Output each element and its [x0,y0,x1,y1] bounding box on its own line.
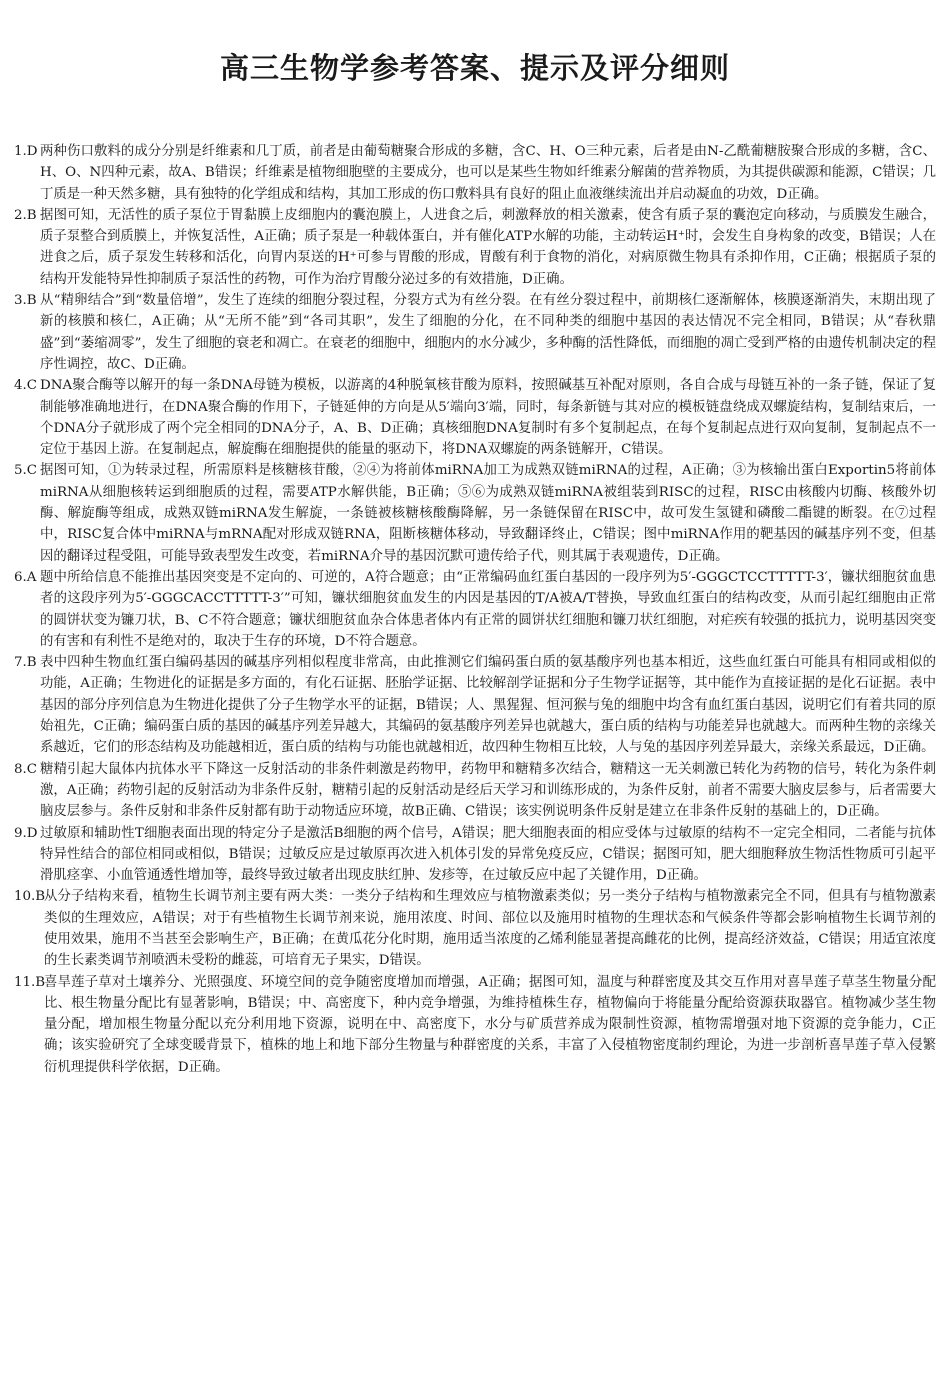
answer-explanation: 糖精引起大鼠体内抗体水平下降这一反射活动的非条件刺激是药物甲，药物甲和糖精多次结合，糖精这一无关刺激已转化为药物的信号，转化为条件刺激，A正确；药物引起的反射活动为非条件反射，糖精引起的反射活动是经后天学习和训练形成的，为条件反射，前者不需要大脑皮层参与，后者需要大脑皮层参与。条件反射和非条件反射都有助于动物适应环境，故B正确、C错误；该实例说明条件反射是建立在非条件反射的基础上的，D正确。 [40,761,936,820]
answer-item [14,567,936,652]
answer-number: 11.B [14,974,46,990]
answer-list [14,141,936,1078]
answer-explanation: 表中四种生物血红蛋白编码基因的碱基序列相似程度非常高，由此推测它们编码蛋白质的氨基酸序列也基本相近，这些血红蛋白可能具有相同或相似的功能，A正确；生物进化的证据是多方面的，有化石证据、胚胎学证据、比较解剖学证据和分子生物学证据等，其中能作为直接证据的是化石证据。表中基因的部分序列信息为生物进化提供了分子生物学水平的证据，B错误；人、黑猩猩、恒河猴与兔的细胞中均含有血红蛋白基因，说明它们有着共同的原始祖先，C正确；编码蛋白质的基因的碱基序列差异越大，其编码的氨基酸序列差异也就越大，蛋白质的结构与功能差异也就越大。而两种生物的亲缘关系越近，它们的形态结构及功能越相近，蛋白质的结构与功能也就越相近，故四种生物相互比较，人与兔的基因序列差异最大，亲缘关系最远，D正确。 [40,655,936,756]
answer-explanation: 过敏原和辅助性T细胞表面出现的特定分子是激活B细胞的两个信号，A错误；肥大细胞表面的相应受体与过敏原的结构不一定完全相同，二者能与抗体特异性结合的部位相同或相似，B错误；过敏反应是过敏原再次进入机体引发的异常免疫反应，C错误；据图可知，肥大细胞释放生物活性物质可引起平滑肌痉挛、小血管通透性增加等，最终导致过敏者出现皮肤红肿、发疹等，在过敏反应中起了关键作用，D正确。 [40,825,936,884]
answer-number: 8.C [14,761,38,777]
answer-explanation: 从分子结构来看，植物生长调节剂主要有两大类：一类分子结构和生理效应与植物激素类似；另一类分子结构与植物激素完全不同，但具有与植物激素类似的生理效应，A错误；对于有些植物生长调节剂来说，施用浓度、时间、部位以及施用时植物的生理状态和气候条件等都会影响植物生长调节剂的使用效果，施用不当甚至会影响生产，B正确；在黄瓜花分化时期，施用适当浓度的乙烯利能显著提高雌花的比例，提高经济效益，C错误；用适宜浓度的生长素类调节剂喷洒未受粉的雌蕊，可培育无子果实，D错误。 [44,889,936,969]
answer-item [14,141,936,205]
answer-item [14,290,936,375]
answer-explanation: 从“精卵结合”到“数量倍增”，发生了连续的细胞分裂过程，分裂方式为有丝分裂。在有丝分裂过程中，前期核仁逐渐解体，核膜逐渐消失，末期出现了新的核膜和核仁，A正确；从“无所不能”到“各司其职”，发生了细胞的分化，在不同种类的细胞中基因的表达情况不完全相同，B错误；从“春秋鼎盛”到“萎缩凋零”，发生了细胞的衰老和凋亡。在衰老的细胞中，细胞内的水分减少，多种酶的活性降低，而细胞的凋亡受到严格的由遗传机制决定的程序性调控，故C、D正确。 [40,293,936,372]
answer-number: 10.B [14,889,46,905]
answer-item [14,652,936,758]
answer-item [14,886,936,971]
answer-number: 2.B [14,207,37,223]
answer-explanation: 据图可知，无活性的质子泵位于胃黏膜上皮细胞内的囊泡膜上，人进食之后，刺激释放的相关激素，使含有质子泵的囊泡定向移动，与质膜发生融合，质子泵整合到质膜上，并恢复活性，A正确；质子泵是一种载体蛋白，并有催化ATP水解的功能，主动转运H⁺时，会发生自身构象的改变，B错误；人在进食之后，质子泵发生转移和活化，向胃内泵送的H⁺可参与胃酸的形成，胃酸有利于食物的消化，对病原微生物具有杀抑作用，C正确；根据质子泵的结构开发能特异性抑制质子泵活性的药物，可作为治疗胃酸分泌过多的有效措施，D正确。 [40,207,936,287]
answer-explanation: 喜旱莲子草对土壤养分、光照强度、环境空间的竞争随密度增加而增强，A正确；据图可知，温度与种群密度及其交互作用对喜旱莲子草茎生物量分配比、根生物量分配比有显著影响，B错误；中、高密度下，种内竞争增强，为维持植株生存，植物偏向于将能量分配给资源获取器官。植物减少茎生物量分配，增加根生物量分配以充分利用地下资源，说明在中、高密度下，水分与矿质营养成为限制性资源，植物需增强对地下资源的竞争能力，C正确；该实验研究了全球变暖背景下，植株的地上和地下部分生物量与种群密度的关系，丰富了入侵植物密度制约理论，为进一步剖析喜旱莲子草入侵繁衍机理提供科学依据，D正确。 [44,974,936,1075]
answer-number: 4.C [14,378,38,394]
answer-explanation: 两种伤口敷料的成分分别是纤维素和几丁质，前者是由葡萄糖聚合形成的多糖，含C、H、O三种元素，后者是由N-乙酰葡糖胺聚合形成的多糖，含C、H、O、N四种元素，故A、B错误；纤维素是植物细胞壁的主要成分，也可以是某些生物如纤维素分解菌的营养物质，为其提供碳源和能源，C错误；几丁质是一种天然多糖，具有独特的化学组成和结构，其加工形成的伤口敷料具有良好的阻止血液继续流出并启动凝血的功效，D正确。 [40,144,936,202]
answer-item [14,460,936,566]
answer-explanation: 题中所给信息不能推出基因突变是不定向的、可逆的，A符合题意；由“正常编码血红蛋白基因的一段序列为5′-GGGCTCCTTTTT-3′，镰状细胞贫血患者的这段序列为5′-GGGCACCTTTTT-3′”可知，镰状细胞贫血发生的内因是基因的T/A被A/T替换，导致血红蛋白的结构改变，从而引起红细胞由正常的圆饼状变为镰刀状，B、C不符合题意；镰状细胞贫血杂合体患者体内有正常的圆饼状红细胞和镰刀状红细胞，对疟疾有较强的抵抗力，说明基因突变的有害和有利性不是绝对的，取决于生存的环境，D不符合题意。 [40,569,936,649]
answer-number: 7.B [14,655,37,671]
answer-number: 3.B [14,293,37,309]
answer-item [14,972,936,1078]
answer-number: 5.C [14,463,38,479]
answer-item [14,205,936,290]
answer-number: 9.D [14,825,38,841]
answer-number: 1.D [14,144,38,159]
answer-item [14,823,936,887]
answer-explanation: DNA聚合酶等以解开的每一条DNA母链为模板，以游离的4种脱氧核苷酸为原料，按照碱基互补配对原则，各自合成与母链互补的一条子链，保证了复制能够准确地进行，在DNA聚合酶的作用下，子链延伸的方向是从5′端向3′端，同时，每条新链与其对应的模板链盘绕成双螺旋结构，复制结束后，一个DNA分子就形成了两个完全相同的DNA分子，A、B、D正确；真核细胞DNA复制时有多个复制起点，在每个复制起点进行双向复制，复制起点不一定位于基因上游。在复制起点，解旋酶在细胞提供的能量的驱动下，将DNA双螺旋的两条链解开，C错误。 [40,378,936,458]
page-title: 高三生物学参考答案、提示及评分细则 [219,51,730,85]
answer-explanation: 据图可知，①为转录过程，所需原料是核糖核苷酸，②④为将前体miRNA加工为成熟双链miRNA的过程，A正确；③为核输出蛋白Exportin5将前体miRNA从细胞核转运到细胞质的过程，需要ATP水解供能，B正确；⑤⑥为成熟双链miRNA被组装到RISC的过程，RISC由核酸内切酶、核酸外切酶、解旋酶等组成，成熟双链miRNA发生解旋，一条链被核糖核酸酶降解，另一条链保留在RISC中，故可发生氢键和磷酸二酯键的断裂。在⑦过程中，RISC复合体中miRNA与mRNA配对形成双链RNA，阻断核糖体移动，导致翻译终止，C错误；图中miRNA作用的靶基因的碱基序列不变，但基因的翻译过程受阻，可能导致表型发生改变，若miRNA介导的基因沉默可遗传给子代，则其属于表观遗传，D正确。 [40,463,936,564]
answer-number: 6.A [14,569,37,585]
answer-item [14,375,936,460]
answer-item [14,759,936,823]
